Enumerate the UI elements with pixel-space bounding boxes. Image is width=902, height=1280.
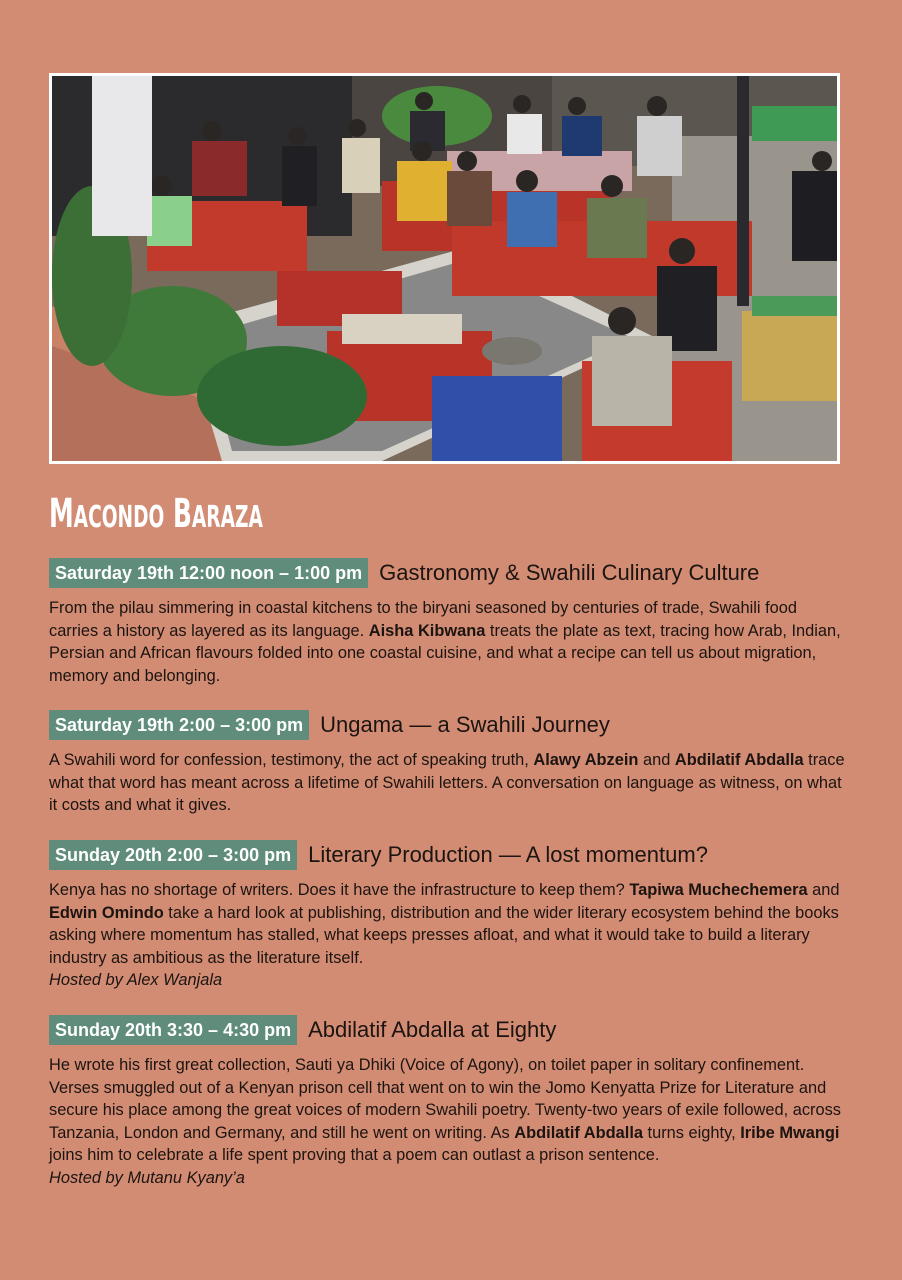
event-item [49,1015,849,1190]
title-first-rest: ACONDO [73,500,165,535]
event-header [49,558,849,588]
description-text: joins him to celebrate a life spent proving that a poem can outlast a prison sentence. [49,1146,660,1165]
event-title: Abdilatif Abdalla at Eighty [308,1017,557,1042]
event-header [49,840,849,870]
description-text: A Swahili word for confession, testimony, the act of speaking truth, [49,751,534,769]
speaker-name: Tapiwa Muchechemera [629,881,808,899]
speaker-name: Iribe Mwangi [740,1123,840,1142]
description-text: trace what that word has meant across a lifetime of Swahili letters. A conversation on language as witness, on what it costs and what it gives. [49,751,845,815]
event-description [49,1054,849,1167]
description-text: take a hard look at publishing, distribution and the wider literary ecosystem behind the books asking where momentum has stalled, what keeps presses afloat, and what it would take to build a literary industry as ambitious as the literature itself. [49,903,839,967]
speaker-name: Abdilatif Abdalla [674,751,804,769]
event-host: Hosted by Alex Wanjala [49,971,223,990]
event-item [49,840,849,992]
description-text: He wrote his first great collection, Sauti ya Dhiki (Voice of Agony), on toilet paper in solitary confinement. Verses smuggled out of a Kenyan prison cell that went on to win the Jomo Kenyatta Prize for Literature and secure his place among the great voices of modern Swahili poetry. Twenty-two years of exile followed, across Tanzania, London and Germany, and still he went on writing. As [49,1056,841,1142]
event-item [49,558,849,687]
event-description [49,597,849,687]
event-time-badge: Saturday 19th 12:00 noon – 1:00 pm [49,558,368,588]
title-second-rest: ARAZA [191,500,263,535]
event-description [49,749,849,817]
description-text: From the pilau simmering in coastal kitchens to the biryani seasoned by centuries of trade, Swahili food carries a history as layered as its language. [49,599,797,640]
event-title: Literary Production — A lost momentum? [308,842,708,867]
speaker-name: Abdilatif Abdalla [514,1123,643,1142]
title-first-initial: M [49,491,74,537]
event-title: Ungama — a Swahili Journey [320,712,610,737]
event-header [49,1015,849,1045]
event-item [49,710,849,817]
speaker-name: Alawy Abzein [533,751,639,769]
description-text: turns eighty, [643,1123,741,1142]
speaker-name: Aisha Kibwana [368,621,486,640]
description-text: and [807,881,840,899]
event-host: Hosted by Mutanu Kyany’a [49,1168,245,1187]
title-second-initial: B [173,491,192,537]
event-description [49,879,849,969]
section-title [49,490,263,542]
speaker-name: Edwin Omindo [49,903,164,922]
event-time-badge: Saturday 19th 2:00 – 3:00 pm [49,710,309,740]
description-text: and [638,751,675,769]
event-photo [49,73,840,464]
photo-illustration [52,76,837,461]
description-text: treats the plate as text, tracing how Arab, Indian, Persian and African flavours folded into one coastal cuisine, and what a recipe can tell us about migration, memory and belonging. [49,621,841,685]
description-text: Kenya has no shortage of writers. Does it have the infrastructure to keep them? [49,881,630,899]
event-title: Gastronomy & Swahili Culinary Culture [379,560,760,585]
event-time-badge: Sunday 20th 2:00 – 3:00 pm [49,840,297,870]
event-header [49,710,849,740]
event-time-badge: Sunday 20th 3:30 – 4:30 pm [49,1015,297,1045]
